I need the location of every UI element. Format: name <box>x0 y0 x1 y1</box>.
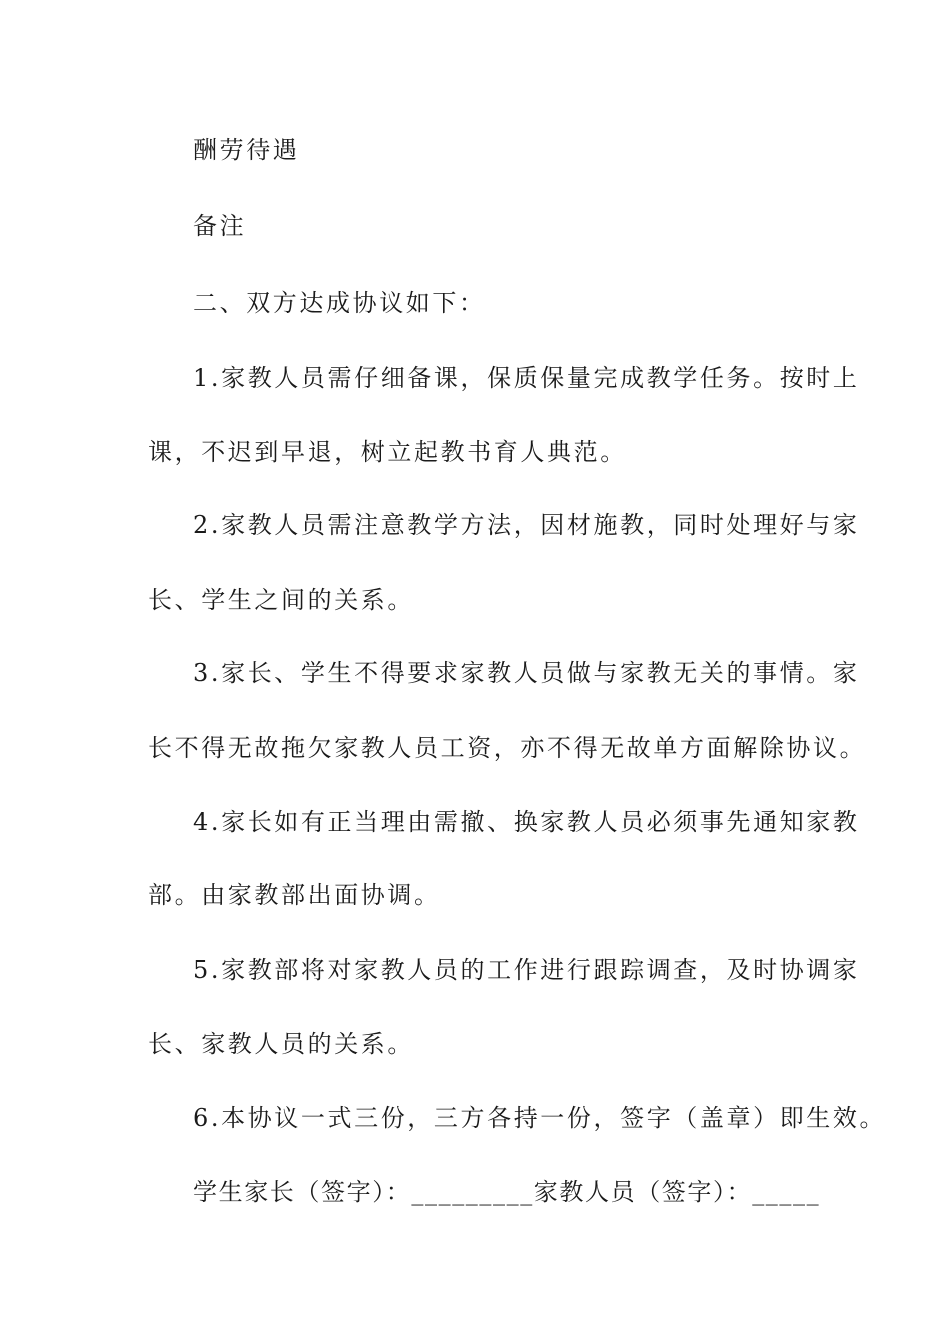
clause-1-line-2: 课，不迟到早退，树立起教书育人典范。 <box>148 438 627 466</box>
section-heading: 二、双方达成协议如下： <box>193 289 486 317</box>
remarks-label: 备注 <box>193 212 247 240</box>
remuneration-label: 酬劳待遇 <box>193 136 300 164</box>
clause-3-line-2: 长不得无故拖欠家教人员工资，亦不得无故单方面解除协议。 <box>148 734 867 762</box>
clause-1-line-1: 1.家教人员需仔细备课，保质保量完成教学任务。按时上 <box>193 364 860 392</box>
clause-3-line-1: 3.家长、学生不得要求家教人员做与家教无关的事情。家 <box>193 659 860 687</box>
clause-2-line-2: 长、学生之间的关系。 <box>148 586 414 614</box>
clause-4-line-2: 部。由家教部出面协调。 <box>148 881 441 909</box>
clause-5-line-2: 长、家教人员的关系。 <box>148 1030 414 1058</box>
clause-6: 6.本协议一式三份，三方各持一份，签字（盖章）即生效。 <box>193 1104 887 1132</box>
signature-line: 学生家长（签字）：_________家教人员（签字）：_____ <box>193 1178 821 1206</box>
clause-5-line-1: 5.家教部将对家教人员的工作进行跟踪调查，及时协调家 <box>193 956 860 984</box>
clause-4-line-1: 4.家长如有正当理由需撤、换家教人员必须事先通知家教 <box>193 808 860 836</box>
clause-2-line-1: 2.家教人员需注意教学方法，因材施教，同时处理好与家 <box>193 511 860 539</box>
